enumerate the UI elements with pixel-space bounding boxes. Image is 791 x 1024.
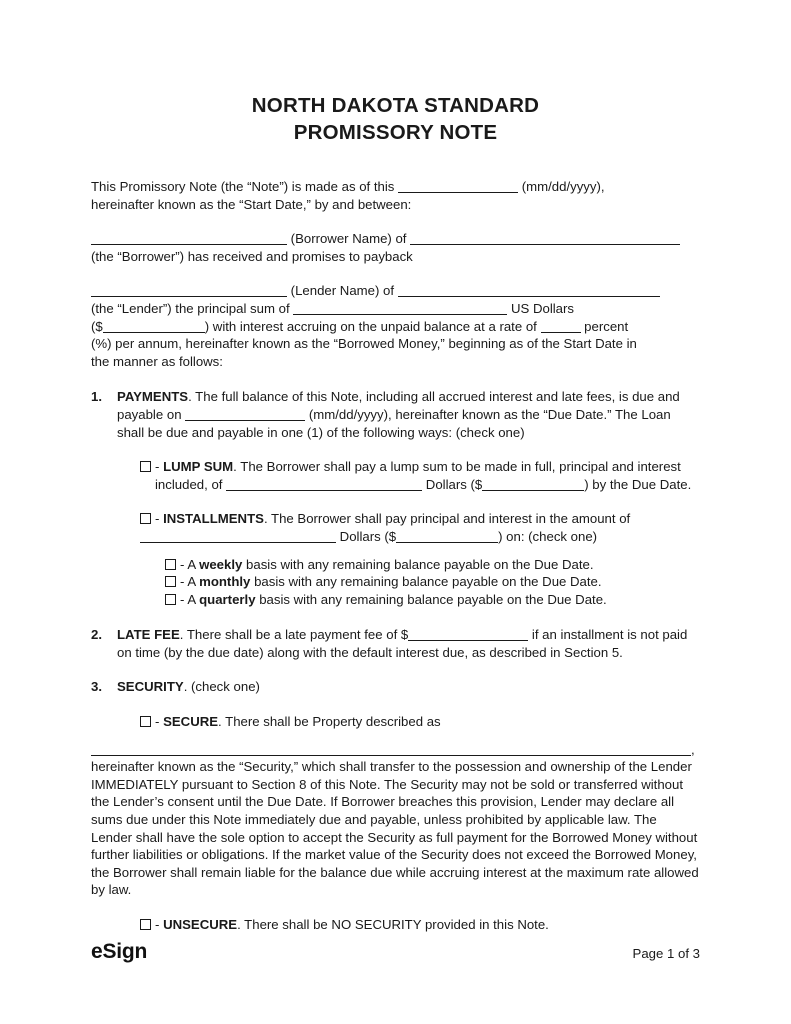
interest-rate-blank[interactable] xyxy=(541,319,581,333)
title-line-1: NORTH DAKOTA STANDARD xyxy=(251,94,540,117)
option-unsecure-text xyxy=(155,916,700,934)
installments-text-b: Dollars ($ xyxy=(339,528,397,544)
weekly-pre: A xyxy=(187,556,196,572)
checkbox-unsecure[interactable] xyxy=(140,919,151,930)
esign-logo: eSign xyxy=(91,940,148,963)
section-security xyxy=(91,678,700,696)
installments-amount-blank[interactable] xyxy=(396,529,498,543)
dash-quarterly: - xyxy=(180,591,185,607)
option-weekly-text xyxy=(180,556,700,574)
section-3-text-a: . (check one) xyxy=(183,679,260,695)
quarterly-pre: A xyxy=(187,591,196,607)
dash-weekly: - xyxy=(180,556,185,572)
section-heading-security: SECURITY xyxy=(117,679,184,695)
label-lump-sum: LUMP SUM xyxy=(163,459,234,475)
lender-name-blank[interactable] xyxy=(91,283,287,297)
page-title xyxy=(0,92,791,146)
label-quarterly: quarterly xyxy=(199,591,256,607)
intro-line1-b: (mm/dd/yyyy), xyxy=(521,179,605,194)
lump-sum-amount-words-blank[interactable] xyxy=(226,477,422,491)
option-quarterly[interactable] xyxy=(165,591,700,609)
checkbox-weekly[interactable] xyxy=(165,559,176,570)
lender-line3-a: ($ xyxy=(91,318,103,334)
installments-amount-line xyxy=(140,528,700,546)
option-installments-text xyxy=(155,510,700,528)
dash-unsecure: - xyxy=(155,917,160,932)
section-number-1: 1. xyxy=(91,389,102,405)
security-comma: , xyxy=(691,741,695,757)
intro-paragraph xyxy=(91,178,700,213)
option-installments[interactable] xyxy=(140,510,700,528)
checkbox-monthly[interactable] xyxy=(165,576,176,587)
start-date-blank[interactable] xyxy=(398,179,518,193)
lender-line2-b: US Dollars xyxy=(510,300,575,316)
label-weekly: weekly xyxy=(199,556,243,572)
dash-installments: - xyxy=(155,511,160,527)
section-body-2 xyxy=(117,626,700,661)
option-unsecure[interactable] xyxy=(140,916,700,934)
section-2-text-a: . There shall be a late payment fee of $ xyxy=(179,627,409,643)
section-1-text-a: . The full balance of this Note, including all accrued interest and late fees, is due and payable on xyxy=(117,389,680,422)
section-body-1 xyxy=(117,388,700,441)
secure-text-a: . There shall be Property described as xyxy=(218,714,441,730)
option-lump-sum[interactable] xyxy=(140,458,700,493)
secure-paragraph: hereinafter known as the “Security,” which shall transfer to the possession and ownership of the Lender IMMEDIATELY pursuant to Section 8 of this Note. The Security may not be sold or transferred without the Lender’s consent until the Due Date. If Borrower breaches this provision, Lender may declare all sums due under this Note immediately due and payable, unless prohibited by applicable law. The Lender shall have the sole option to accept the Security as full payment for the Borrowed Money without further liabilities or obligations. If the market value of the Security does not exceed the Borrowed Money, the Borrower shall remain liable for the balance due while accruing interest at the maximum rate allowed by law. xyxy=(91,759,699,898)
late-fee-amount-blank[interactable] xyxy=(408,627,528,641)
principal-amount-blank[interactable] xyxy=(103,319,205,333)
checkbox-installments[interactable] xyxy=(140,513,151,524)
section-payments xyxy=(91,388,700,441)
lump-sum-text-a: . The Borrower shall pay a lump sum to be made in full, principal and interest included, of xyxy=(155,459,681,492)
label-secure: SECURE xyxy=(163,714,219,730)
option-lump-sum-text xyxy=(155,458,700,493)
section-number-2: 2. xyxy=(91,627,102,643)
lender-block xyxy=(91,282,700,370)
label-installments: INSTALLMENTS xyxy=(163,511,264,527)
security-property-line xyxy=(91,741,700,759)
installments-text-a: . The Borrower shall pay principal and interest in the amount of xyxy=(263,511,631,527)
monthly-pre: A xyxy=(187,574,196,590)
lump-sum-amount-blank[interactable] xyxy=(482,477,584,491)
lender-address-blank[interactable] xyxy=(398,283,660,297)
section-heading-payments: PAYMENTS xyxy=(117,389,189,405)
page-number: Page 1 of 3 xyxy=(632,946,700,961)
lender-line4: (%) per annum, hereinafter known as the “Borrowed Money,” beginning as of the Start Date in xyxy=(91,336,637,352)
checkbox-secure[interactable] xyxy=(140,716,151,727)
dash-monthly: - xyxy=(180,574,185,590)
due-date-blank[interactable] xyxy=(185,407,305,421)
section-body-3 xyxy=(117,678,700,696)
borrower-address-blank[interactable] xyxy=(410,231,680,245)
section-number-3: 3. xyxy=(91,679,102,695)
section-heading-late-fee: LATE FEE xyxy=(117,627,180,643)
intro-line2: hereinafter known as the “Start Date,” by and between: xyxy=(91,196,412,212)
lump-sum-text-b: Dollars ($ xyxy=(425,476,483,492)
lump-sum-text-c: ) by the Due Date. xyxy=(584,476,692,492)
title-line-2: PROMISSORY NOTE xyxy=(293,121,498,144)
quarterly-post: basis with any remaining balance payable on the Due Date. xyxy=(259,591,607,607)
lender-name-label: (Lender Name) of xyxy=(290,283,395,299)
checkbox-lump-sum[interactable] xyxy=(140,461,151,472)
dash-secure: - xyxy=(155,714,160,730)
installments-text-c: ) on: (check one) xyxy=(498,528,598,544)
unsecure-text-a: . There shall be NO SECURITY provided in this Note. xyxy=(237,917,549,932)
section-2-text-b: if an installment is not paid on time (by the due date) along with the default interest due, as described in Section 5. xyxy=(117,627,688,660)
intro-line1-a: This Promissory Note (the “Note”) is made as of this xyxy=(91,179,395,194)
section-1-text-b: (mm/dd/yyyy), hereinafter known as the “Due Date.” The Loan shall be due and payable in one (1) of the following ways: (check one) xyxy=(117,406,671,440)
option-monthly[interactable] xyxy=(165,573,700,591)
label-monthly: monthly xyxy=(199,574,251,590)
borrower-line2: (the “Borrower”) has received and promises to payback xyxy=(91,248,413,264)
document-body xyxy=(91,178,700,934)
page-footer xyxy=(91,940,700,964)
lender-line3-b: ) with interest accruing on the unpaid balance at a rate of xyxy=(204,318,537,334)
monthly-post: basis with any remaining balance payable on the Due Date. xyxy=(254,574,602,590)
lender-line3-c: percent xyxy=(584,318,629,334)
option-weekly[interactable] xyxy=(165,556,700,574)
section-late-fee xyxy=(91,626,700,661)
option-monthly-text xyxy=(180,573,700,591)
borrower-name-blank[interactable] xyxy=(91,231,287,245)
option-secure[interactable] xyxy=(140,713,700,731)
borrower-name-label: (Borrower Name) of xyxy=(290,231,407,247)
lender-line5: the manner as follows: xyxy=(91,353,223,369)
principal-sum-blank[interactable] xyxy=(293,301,507,315)
lender-line2-a: (the “Lender”) the principal sum of xyxy=(91,300,290,316)
installments-amount-words-blank[interactable] xyxy=(140,529,336,543)
option-secure-text xyxy=(155,713,700,731)
dash-lump-sum: - xyxy=(155,459,160,475)
checkbox-quarterly[interactable] xyxy=(165,594,176,605)
borrower-block xyxy=(91,230,700,265)
label-unsecure: UNSECURE xyxy=(163,917,238,932)
weekly-post: basis with any remaining balance payable on the Due Date. xyxy=(246,556,594,572)
option-quarterly-text xyxy=(180,591,700,609)
security-property-blank[interactable] xyxy=(91,742,691,756)
